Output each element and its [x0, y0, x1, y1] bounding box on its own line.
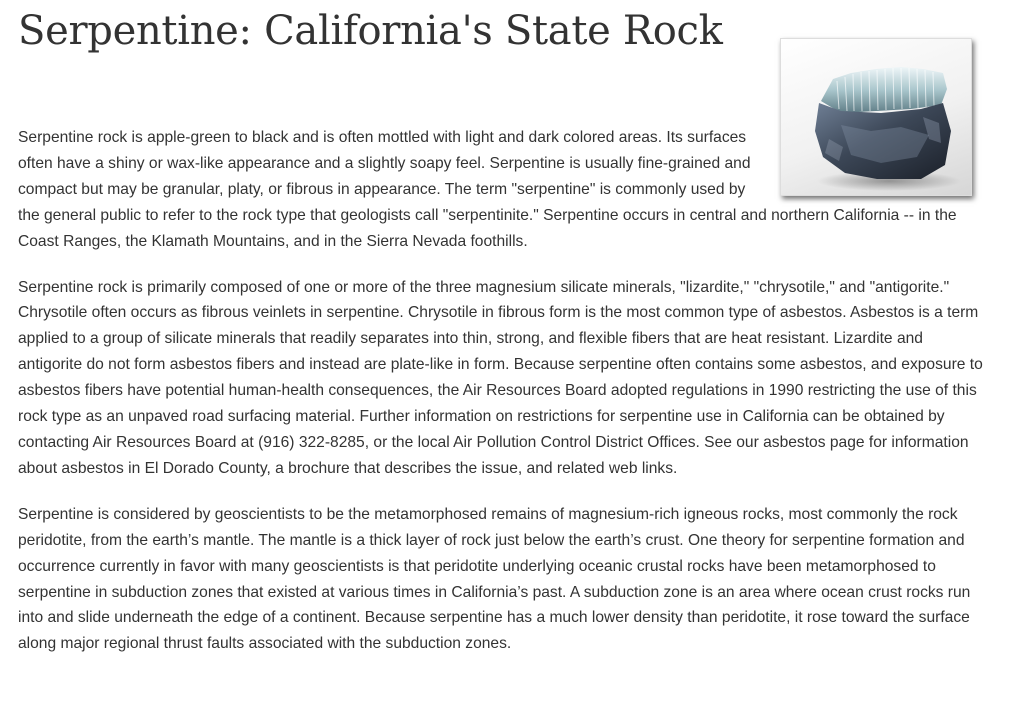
- paragraph-composition: Serpentine rock is primarily composed of one or more of the three magnesium silicate minerals, "lizardite," "chrysotile," and "antigorite." Chrysotile often occurs as fibrous veinlets in serpentine. Chrysotile in fibrous form is the most common type of asbestos. Asbestos is a term applied to a group of silicate minerals that readily separates into thin, strong, and flexible fibers that are heat resistant. Lizardite and antigorite do not form asbestos fibers and instead are plate-like in form. Because serpentine often contains some asbestos, and exposure to asbestos fibers have potential human-health consequences, the Air Resources Board adopted regulations in 1990 restricting the use of this rock type as an unpaved road surfacing material. Further information on restrictions for serpentine use in California can be obtained by contacting Air Resources Board at (916) 322-8285, or the local Air Pollution Control District Offices. See our asbestos page for information about asbestos in El Dorado County, a brochure that describes the issue, and related web links.: [18, 278, 983, 477]
- paragraph-appearance: Serpentine rock is apple-green to black and is often mottled with light and dark colored areas. Its surfaces often have a shiny or wax-like appearance and a slightly soapy feel. Serpentine is usually fine-grained and compact but may be granular, platy, or fibrous in appearance. The term "serpentine" is commonly used by the general public to refer to the rock type that geologists call "serpentinite." Serpentine occurs in central and northern California -- in the Coast Ranges, the Klamath Mountains, and in the Sierra Nevada foothills.: [18, 129, 957, 250]
- rock-illustration: [781, 39, 971, 195]
- article: [18, 0, 986, 657]
- paragraph-formation: Serpentine is considered by geoscientists to be the metamorphosed remains of magnesium-rich igneous rocks, most commonly the rock peridotite, from the earth’s mantle. The mantle is a thick layer of rock just below the earth’s crust. One theory for serpentine formation and occurrence currently in favor with many geoscientists is that peridotite underlying oceanic crustal rocks have been metamorphosed to serpentine in subduction zones that existed at various times in California’s past. A subduction zone is an area where ocean crust rocks run into and slide underneath the edge of a continent. Because serpentine has a much lower density than peridotite, it rose toward the surface along major regional thrust faults associated with the subduction zones.: [18, 505, 971, 653]
- serpentine-rock-photo: [780, 38, 972, 196]
- page-title: Serpentine: California's State Rock: [18, 8, 723, 54]
